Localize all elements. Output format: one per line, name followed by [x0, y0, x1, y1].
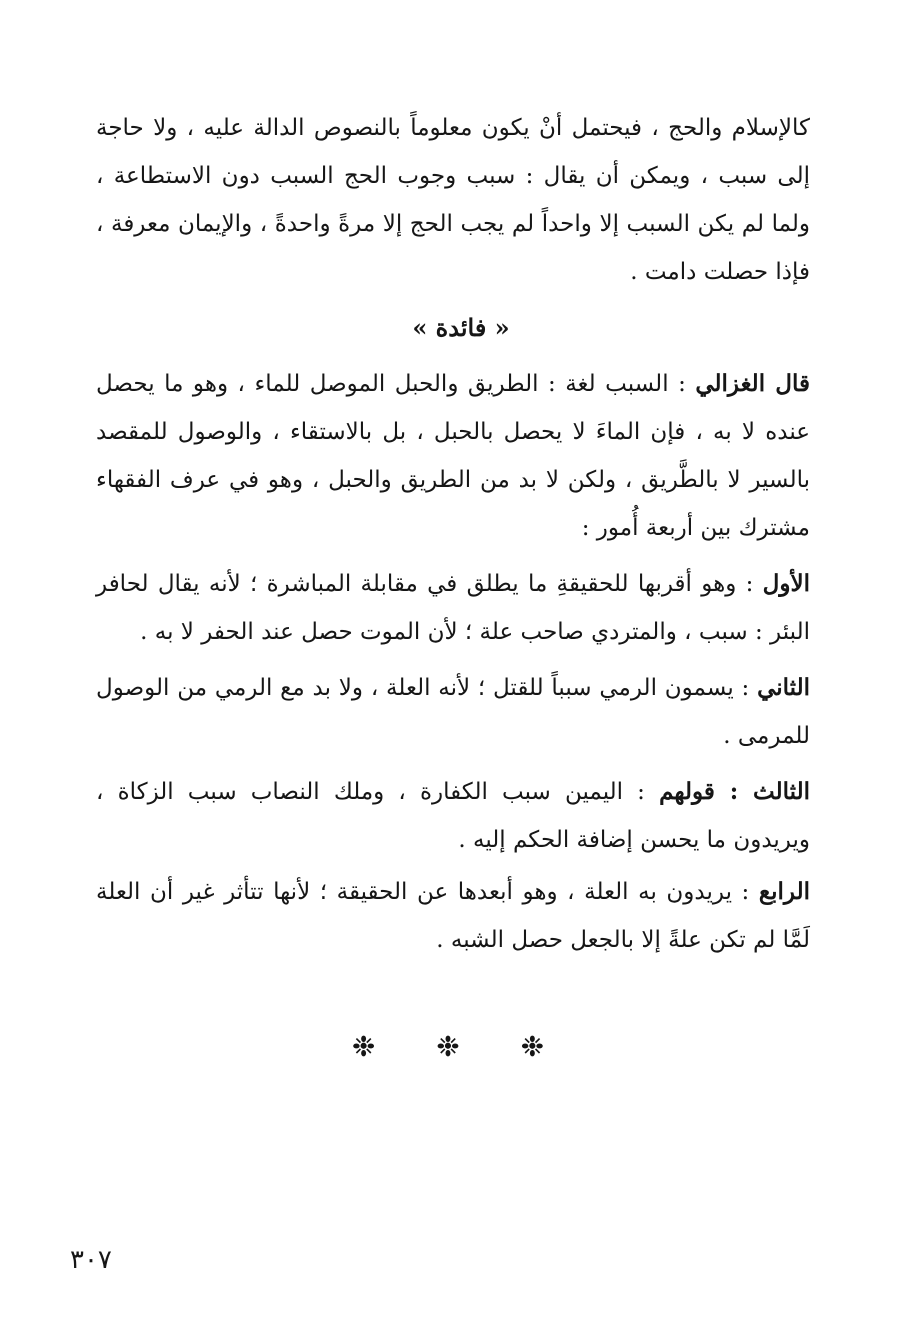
- list-item-first: [96, 560, 810, 656]
- section-heading: « فائدة »: [412, 313, 510, 342]
- continuation-paragraph: [96, 104, 810, 296]
- item-lead: الرابع: [758, 878, 810, 905]
- item-lead: الثاني: [757, 674, 810, 701]
- item-text: : يسمون الرمي سبباً للقتل ؛ لأنه العلة ، ولا بد مع الرمي من الوصول للمرمى .: [96, 675, 810, 749]
- intro-paragraph: [96, 360, 810, 552]
- section-end-ornaments: ❉ ❉ ❉: [351, 1030, 571, 1063]
- item-text: : يريدون به العلة ، وهو أبعدها عن الحقيقة ؛ لأنها تتأثر غير أن العلة لَمَّا لم تكن علةً إلا بالجعل حصل الشبه .: [96, 879, 810, 953]
- item-text: : وهو أقربها للحقيقةِ ما يطلق في مقابلة المباشرة ؛ لأنه يقال لحافر البئر : سبب ، والمتردي صاحب علة ؛ لأن الموت حصل عند الحفر لا به .: [96, 571, 810, 645]
- list-item-fourth: [96, 868, 810, 964]
- list-item-second: [96, 664, 810, 760]
- item-lead: الأول: [762, 570, 810, 597]
- page-number: ٣٠٧: [70, 1245, 112, 1275]
- intro-text: : السبب لغة : الطريق والحبل الموصل للماء ، وهو ما يحصل عنده لا به ، فإن الماءَ لا يحصل بالحبل ، بل بالاستقاء ، والوصول للمقصد بالسير لا بالطَّريق ، ولكن لا بد من الطريق والحبل ، وهو في عرف الفقهاء مشترك بين أربعة أُمور :: [96, 371, 810, 541]
- item-lead: الثالث : قولهم: [659, 778, 810, 805]
- continuation-text: كالإسلام والحج ، فيحتمل أنْ يكون معلوماً بالنصوص الدالة عليه ، ولا حاجة إلى سبب ، ويمكن أن يقال : سبب وجوب الحج السبب دون الاستطاعة ، ولما لم يكن السبب إلا واحداً لم يجب الحج إلا مرةً واحدةً ، والإيمان معرفة ، فإذا حصلت دامت .: [96, 115, 810, 285]
- intro-lead: قال الغزالي: [695, 370, 810, 397]
- list-item-third: [96, 768, 810, 864]
- item-text: : اليمين سبب الكفارة ، وملك النصاب سبب الزكاة ، ويريدون ما يحسن إضافة الحكم إليه .: [96, 779, 810, 853]
